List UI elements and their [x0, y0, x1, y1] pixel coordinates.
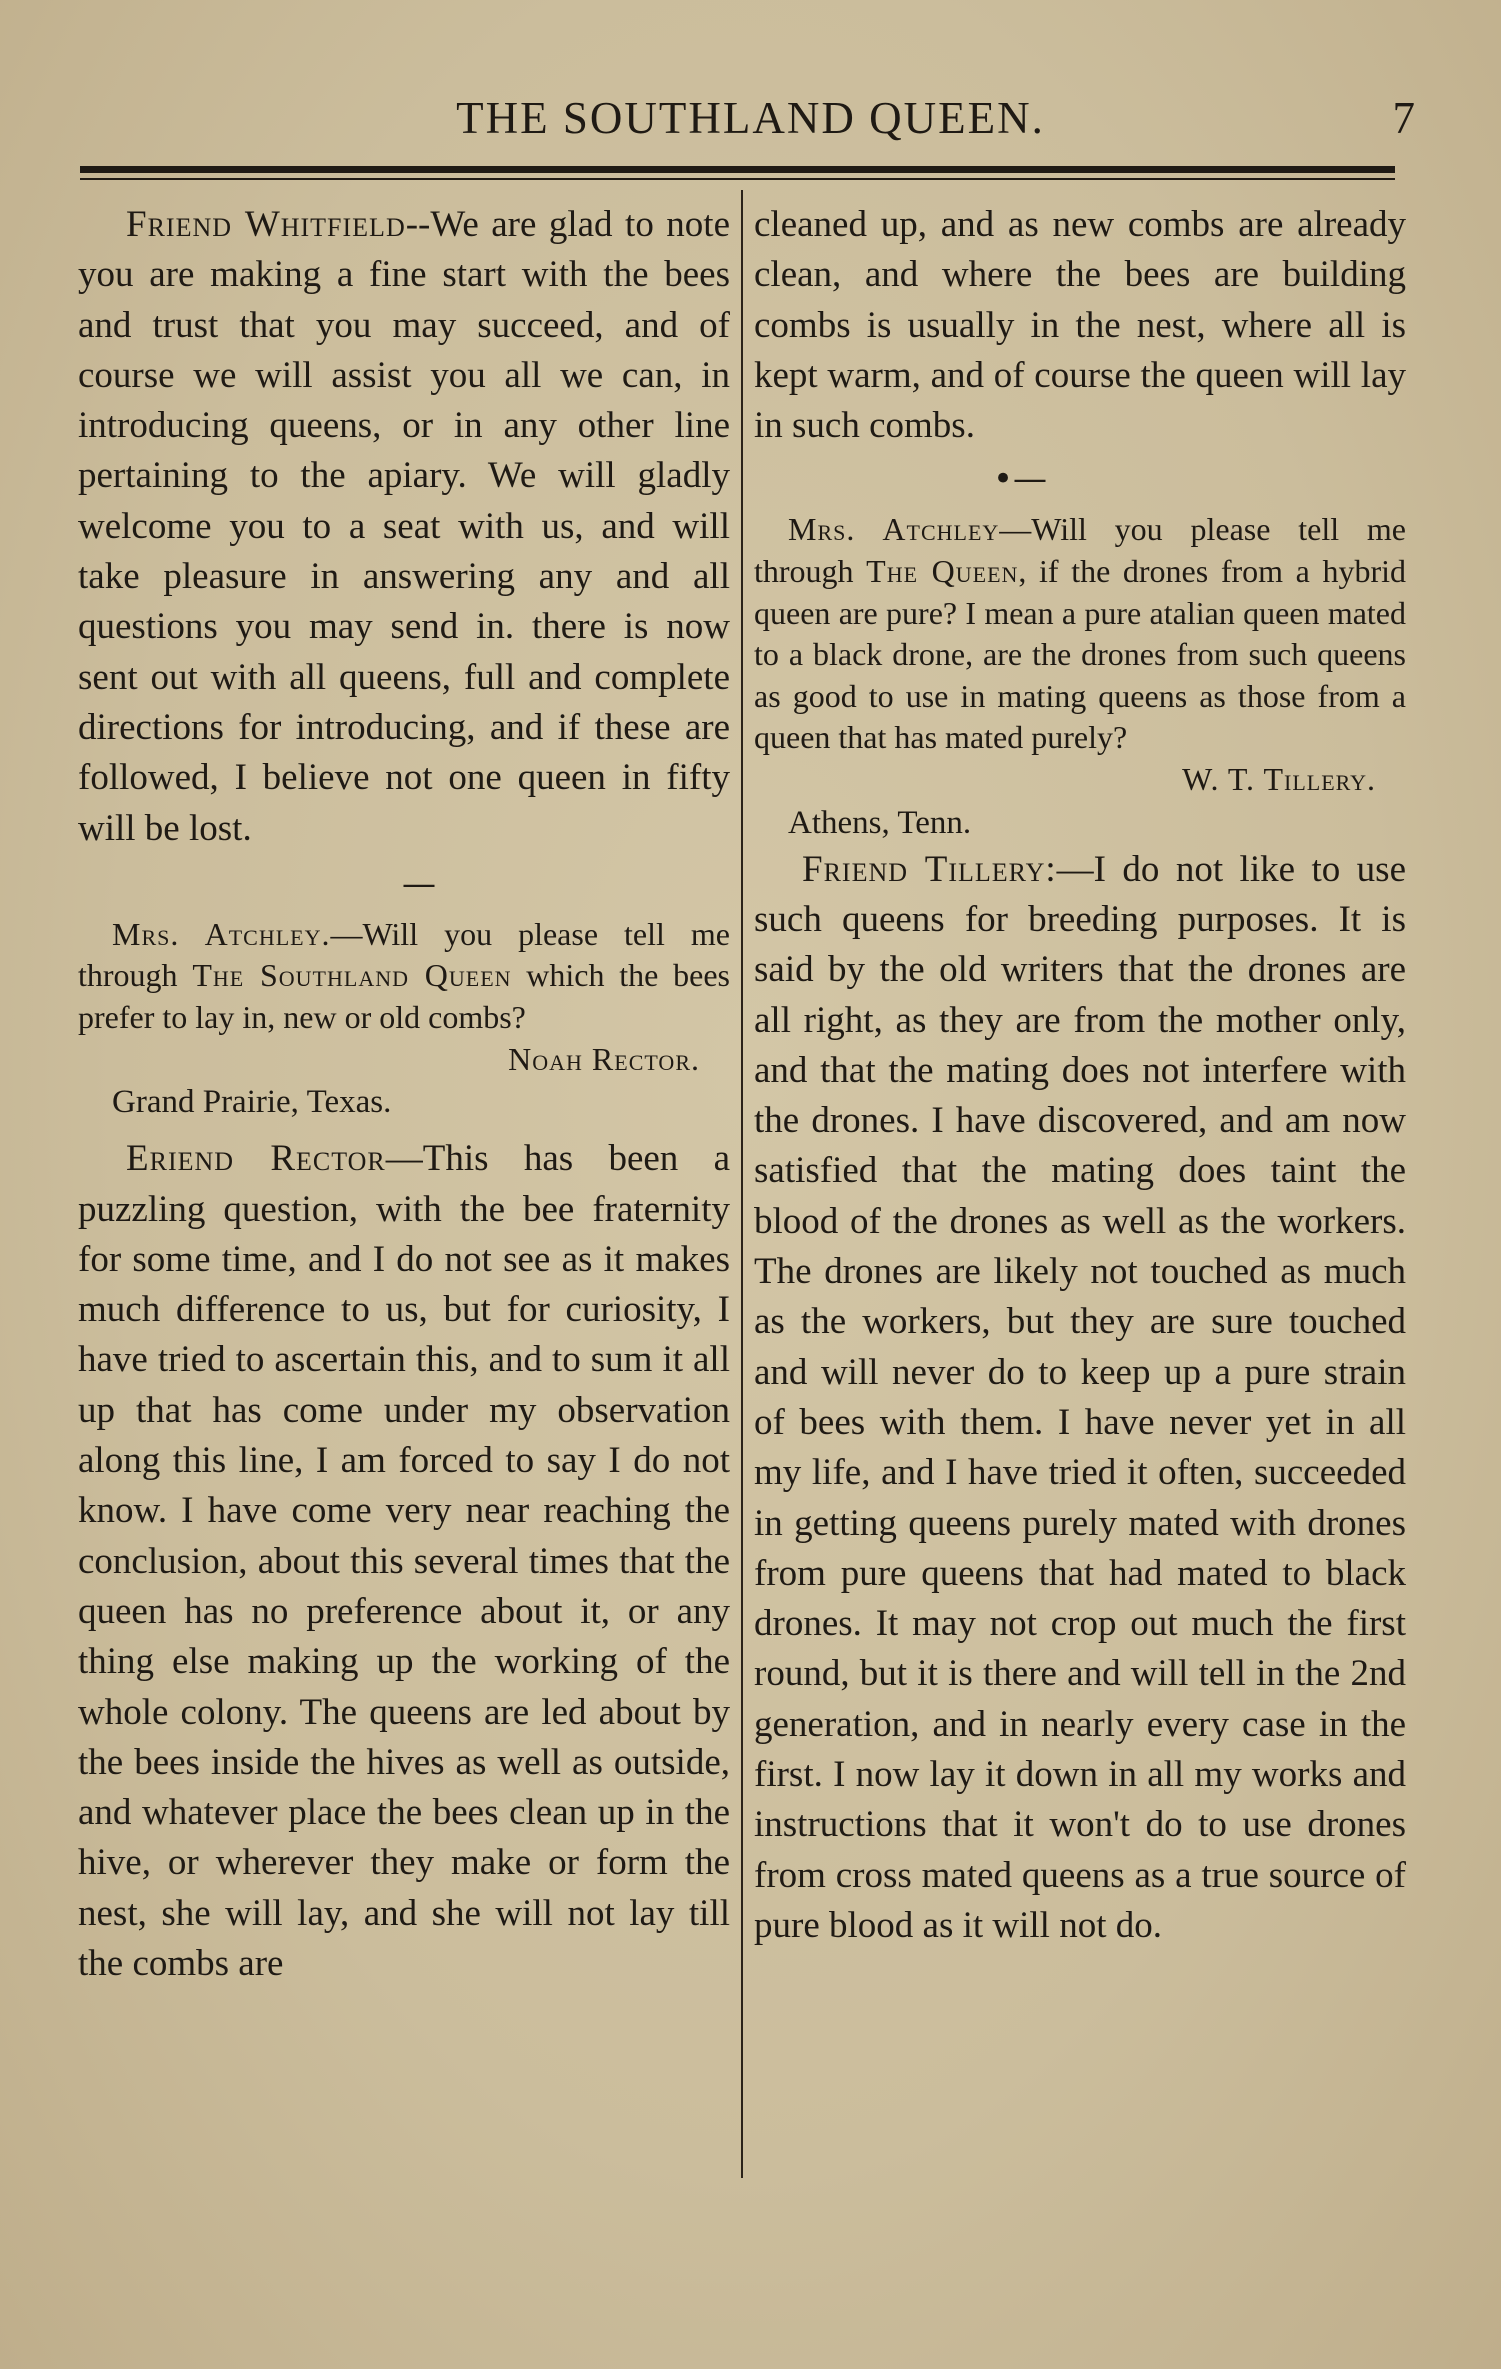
- reply-tillery: [754, 845, 1406, 1952]
- letter-address: Mrs. Atchley: [788, 511, 1000, 548]
- section-divider: •—: [992, 459, 1048, 500]
- column-divider: [741, 190, 743, 2178]
- magazine-name: The Southland Queen: [192, 957, 512, 994]
- reply-body: --We are glad to note you are making a fine start with the bees and trust that you may succeed, and of course we will assist you all we can, in introducing queens, or in any other line pertaining to the apiary. We will gladly welcome you to a seat with us, and will take pleasure in answering any and all questions you may send in. there is now sent out with all queens, full and complete directions for introducing, and if these are followed, I believe not one queen in fifty will be lost.: [78, 204, 730, 849]
- reply-body: —I do not like to use such queens for breeding purposes. It is said by the old writers that the drones are all right, as they are from the mother only, and that the mating does not interfere with the drones. I have discovered, and am now satisfied that the mating does taint the blood of the drones as well as the workers. The drones are likely not touched as much as the workers, but they are sure touched and will never do to keep up a pure strain of bees with them. I have never yet in all my life, and I have tried it often, succeeded in getting queens purely mated with drones from pure queens that had mated to black drones. It may not crop out much the first round, but it is there and will tell in the 2nd generation, and in nearly every case in the first. I now lay it down in all my works and instructions that it won't do to use drones from cross mated queens as a true source of pure blood as it will not do.: [754, 848, 1407, 1946]
- salutation: Friend Tillery:: [802, 848, 1057, 890]
- letter-signature: W. T. Tillery.: [1182, 761, 1376, 798]
- right-column: [754, 200, 1406, 1951]
- left-column: [78, 200, 730, 1989]
- letter-place: Grand Prairie, Texas.: [112, 1084, 392, 1121]
- letter-rector: [78, 914, 730, 1080]
- running-title: THE SOUTHLAND QUEEN.: [456, 93, 1045, 143]
- page-number: 7: [1392, 93, 1415, 143]
- header-rule-thin: [80, 178, 1395, 180]
- page-header: [0, 92, 1501, 152]
- letter-signature: Noah Rector.: [508, 1040, 700, 1077]
- reply-body: —This has been a puzzling question, with the bee fraternity for some time, and I do not see as it makes much difference to us, but for curiosity, I have tried to ascertain this, and to sum it all up that has come under my observation along this line, I am forced to say I do not know. I have come very near reaching the conclusion, about this several times that the queen has no preference about it, or any thing else making up the working of the whole colony. The queens are led about by the bees inside the hives as well as outside, and whatever place the bees clean up in the hive, or wherever they make or form the nest, she will lay, and she will not lay till the combs are: [78, 1138, 731, 1984]
- letter-body-start: —Will you please tell me through: [754, 511, 1406, 590]
- letter-body-end: which the bees prefer to lay in, new or old combs?: [78, 957, 731, 1036]
- header-rule-thick: [80, 166, 1395, 173]
- letter-tillery: [754, 509, 1406, 800]
- magazine-name: The Queen: [866, 553, 1019, 590]
- letter-body-end: , if the drones from a hybrid queen are pure? I mean a pure atalian queen mated to a black drone, are the drones from such queens as good to use in mating queens as those from a queen that has mated purely?: [754, 553, 1407, 756]
- letter-body-start: —Will you please tell me through: [78, 915, 730, 994]
- reply-rector: [78, 1134, 730, 1989]
- reply-whitfield: [78, 200, 730, 854]
- section-divider: —: [402, 863, 436, 904]
- letter-place: Athens, Tenn.: [788, 804, 972, 841]
- salutation: Eriend Rector: [126, 1138, 386, 1180]
- letter-address: Mrs. Atchley.: [112, 915, 331, 952]
- reply-rector-continued: cleaned up, and as new combs are already clean, and where the bees are building combs is usually in the nest, where all is kept warm, and of course the queen will lay in such combs.: [754, 204, 1406, 447]
- salutation: Friend Whitfield: [126, 204, 406, 245]
